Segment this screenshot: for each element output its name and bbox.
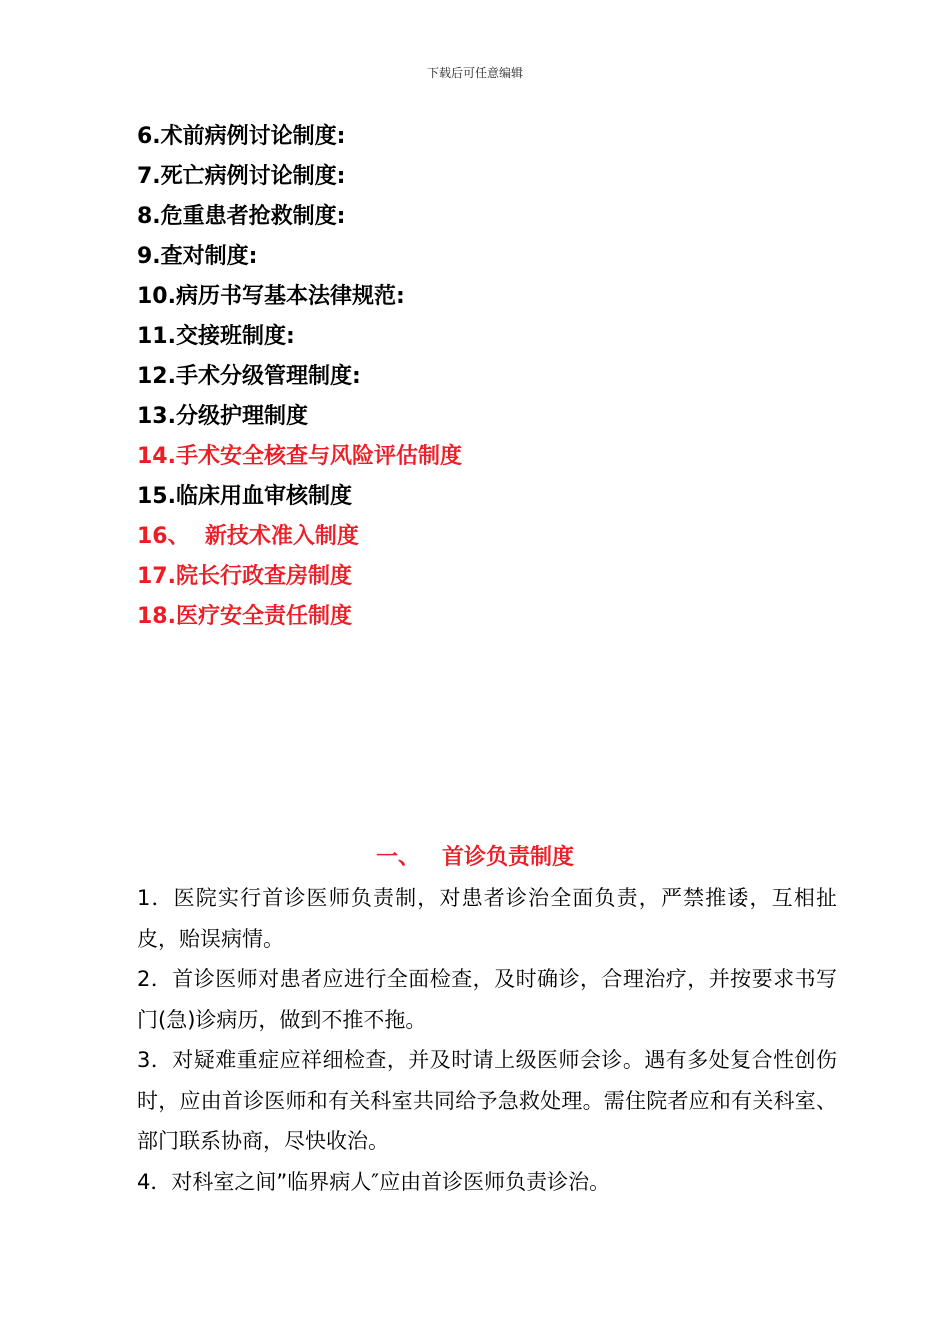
paragraph: 1．医院实行首诊医师负责制，对患者诊治全面负责，严禁推诿，互相扯皮，贻误病情。	[137, 886, 837, 951]
paragraph: 3．对疑难重症应祥细检查，并及时请上级医师会诊。遇有多处复合性创伤时，应由首诊医师和有关科室共同给予急救处理。需住院者应和有关科室、 部门联系协商，尽快收治。	[137, 1048, 837, 1153]
toc-item: 16、 新技术准入制度	[137, 524, 359, 549]
toc-item: 12.手术分级管理制度:	[137, 364, 361, 389]
toc-item: 7.死亡病例讨论制度:	[137, 164, 346, 189]
section-title-text: 首诊负责制度	[442, 845, 575, 870]
toc-item: 17.院长行政查房制度	[137, 564, 352, 589]
paragraph: 4．对科室之间”临界病人″应由首诊医师负责诊治。	[137, 1169, 611, 1194]
toc-item: 13.分级护理制度	[137, 404, 308, 429]
toc-item: 11.交接班制度:	[137, 324, 295, 349]
section-title	[0, 840, 950, 876]
toc-item: 6.术前病例讨论制度:	[137, 124, 346, 149]
toc-list	[137, 118, 462, 638]
toc-item: 18.医疗安全责任制度	[137, 604, 352, 629]
toc-item: 8.危重患者抢救制度:	[137, 204, 346, 229]
section-number: 一、	[375, 845, 420, 870]
toc-item: 9.查对制度:	[137, 244, 258, 269]
section-body	[137, 878, 837, 1202]
toc-item: 10.病历书写基本法律规范:	[137, 284, 405, 309]
toc-item: 14.手术安全核查与风险评估制度	[137, 444, 462, 469]
paragraph: 2．首诊医师对患者应进行全面检查，及时确诊，合理治疗，并按要求书写门(急)诊病历，做到不推不拖。	[137, 967, 837, 1032]
toc-item: 15.临床用血审核制度	[137, 484, 352, 509]
header-note: 下载后可任意编辑	[426, 66, 523, 80]
